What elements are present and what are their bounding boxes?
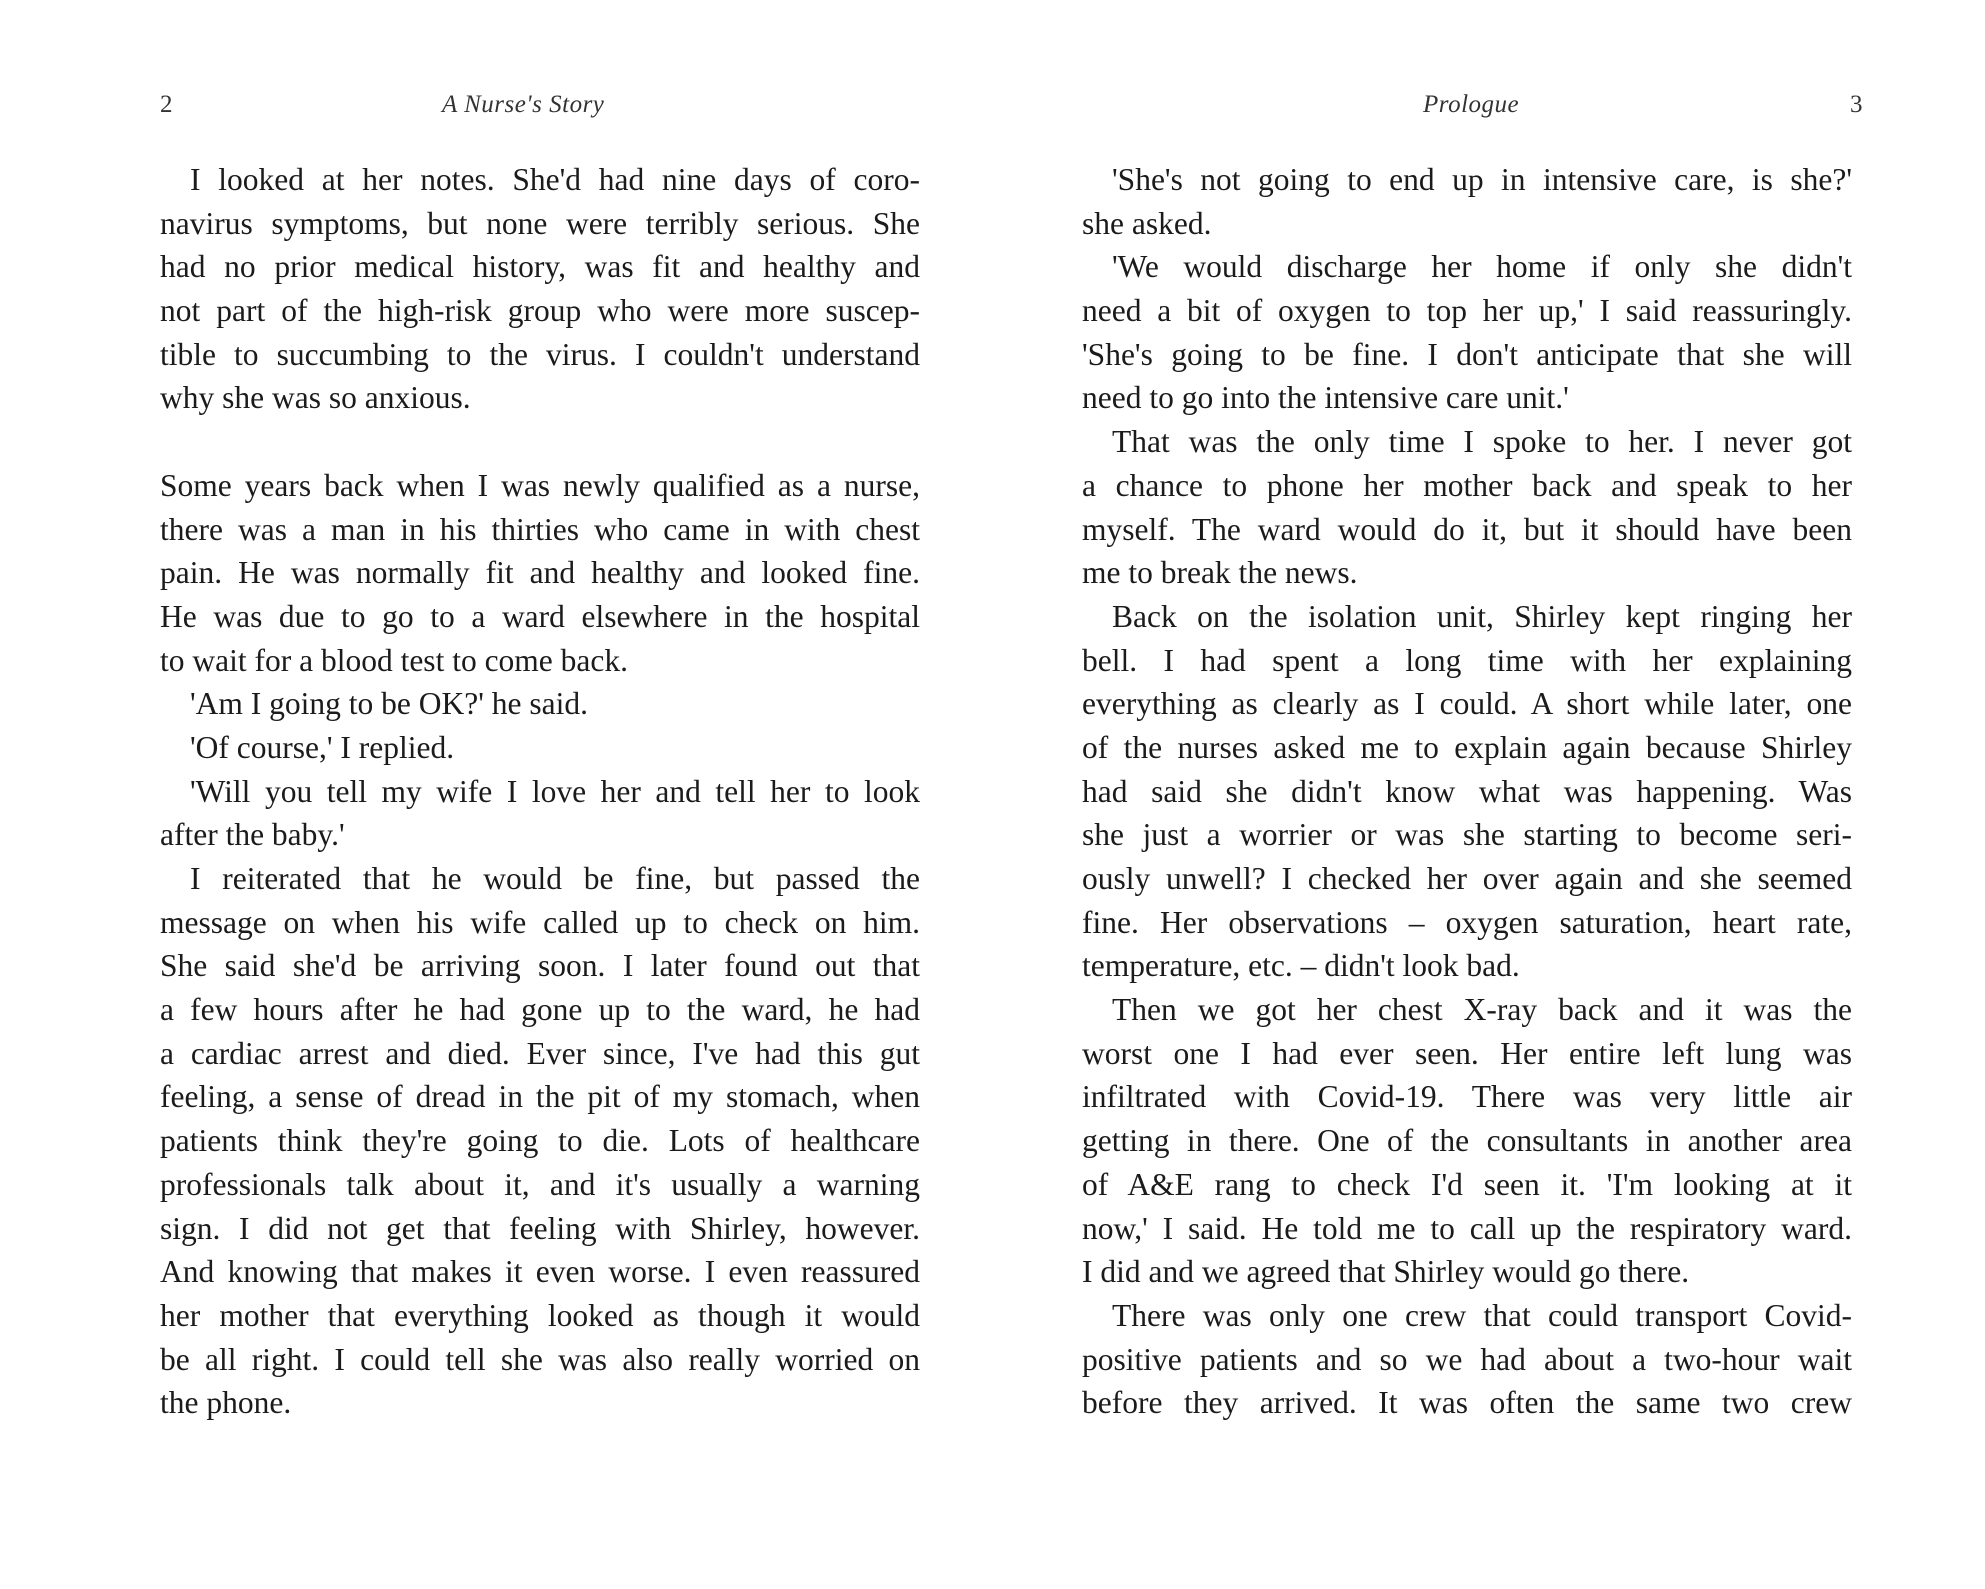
text-line: sign. I did not get that feeling with Shirley, however. bbox=[160, 1210, 920, 1246]
text-line: Then we got her chest X-ray back and it was the bbox=[1112, 992, 1852, 1028]
text-line: 'She's not going to end up in intensive care, is she?' bbox=[1112, 162, 1852, 197]
left-page bbox=[0, 0, 992, 1589]
text-line: be all right. I could tell she was also really worried on bbox=[160, 1341, 920, 1377]
text-line: fine. Her observations – oxygen saturation, heart rate, bbox=[1082, 904, 1852, 940]
text-line: Some years back when I was newly qualified as a nurse, bbox=[160, 467, 920, 503]
text-line: the phone. bbox=[160, 1385, 292, 1421]
text-line: not part of the high-risk group who were more suscep- bbox=[160, 293, 920, 329]
text-line: navirus symptoms, but none were terribly serious. She bbox=[160, 205, 920, 241]
text-line: 'Of course,' I replied. bbox=[190, 729, 455, 765]
text-line: patients think they're going to die. Lots of healthcare bbox=[160, 1123, 920, 1159]
text-line: need a bit of oxygen to top her up,' I said reassuringly. bbox=[1082, 293, 1852, 329]
text-line: feeling, a sense of dread in the pit of my stomach, when bbox=[160, 1079, 920, 1115]
right-page-number: 3 bbox=[1850, 91, 1863, 118]
text-line: her mother that everything looked as though it would bbox=[160, 1297, 920, 1333]
text-line: myself. The ward would do it, but it should have been bbox=[1082, 511, 1852, 547]
text-line: Back on the isolation unit, Shirley kept ringing her bbox=[1112, 598, 1852, 634]
text-line: 'We would discharge her home if only she didn't bbox=[1112, 249, 1852, 285]
text-line: temperature, etc. – didn't look bad. bbox=[1082, 948, 1520, 984]
text-line: why she was so anxious. bbox=[160, 380, 471, 416]
text-line: she asked. bbox=[1082, 205, 1212, 241]
text-line: to wait for a blood test to come back. bbox=[160, 642, 628, 678]
text-line: need to go into the intensive care unit.' bbox=[1082, 380, 1569, 416]
right-running-title: Prologue bbox=[1423, 91, 1520, 118]
text-line: positive patients and so we had about a two-hour wait bbox=[1082, 1341, 1852, 1377]
text-line: She said she'd be arriving soon. I later found out that bbox=[160, 948, 920, 984]
text-line: a chance to phone her mother back and speak to her bbox=[1082, 467, 1852, 503]
text-line: after the baby.' bbox=[160, 817, 345, 853]
left-running-title: A Nurse's Story bbox=[442, 91, 605, 118]
text-line: a cardiac arrest and died. Ever since, I've had this gut bbox=[160, 1035, 920, 1071]
text-line: before they arrived. It was often the same two crew bbox=[1082, 1385, 1852, 1421]
text-line: had no prior medical history, was fit and healthy and bbox=[160, 249, 920, 285]
text-line: professionals talk about it, and it's usually a warning bbox=[160, 1166, 920, 1202]
text-line: of A&E rang to check I'd seen it. 'I'm looking at it bbox=[1082, 1166, 1852, 1202]
text-line: me to break the news. bbox=[1082, 555, 1358, 591]
right-page-body bbox=[1082, 158, 1852, 1425]
text-line: now,' I said. He told me to call up the respiratory ward. bbox=[1082, 1210, 1852, 1246]
text-line: pain. He was normally fit and healthy and looked fine. bbox=[160, 555, 920, 591]
text-line: she just a worrier or was she starting to become seri- bbox=[1082, 817, 1852, 853]
text-line: That was the only time I spoke to her. I never got bbox=[1112, 424, 1852, 460]
text-line: ously unwell? I checked her over again and she seemed bbox=[1082, 861, 1852, 896]
text-line: 'Am I going to be OK?' he said. bbox=[190, 686, 589, 722]
text-line: there was a man in his thirties who came in with chest bbox=[160, 511, 920, 547]
left-page-body bbox=[160, 158, 920, 1425]
text-line: I did and we agreed that Shirley would go there. bbox=[1082, 1254, 1690, 1290]
text-line: I reiterated that he would be fine, but passed the bbox=[190, 861, 920, 896]
paragraph-break bbox=[160, 420, 920, 464]
text-line: There was only one crew that could transport Covid- bbox=[1112, 1297, 1852, 1333]
text-line: 'Will you tell my wife I love her and tell her to look bbox=[190, 773, 920, 809]
text-line: everything as clearly as I could. A short while later, one bbox=[1082, 686, 1852, 722]
text-line: He was due to go to a ward elsewhere in the hospital bbox=[160, 598, 920, 634]
text-line: bell. I had spent a long time with her explaining bbox=[1082, 642, 1852, 678]
text-line: And knowing that makes it even worse. I even reassured bbox=[160, 1254, 920, 1290]
text-line: tible to succumbing to the virus. I couldn't understand bbox=[160, 336, 920, 372]
text-line: worst one I had ever seen. Her entire left lung was bbox=[1082, 1035, 1852, 1071]
text-line: a few hours after he had gone up to the ward, he had bbox=[160, 992, 920, 1028]
text-line: I looked at her notes. She'd had nine days of coro- bbox=[190, 162, 920, 197]
left-page-number: 2 bbox=[160, 91, 173, 118]
text-line: infiltrated with Covid-19. There was very little air bbox=[1082, 1079, 1852, 1115]
text-line: 'She's going to be fine. I don't anticipate that she will bbox=[1082, 336, 1852, 372]
text-line: had said she didn't know what was happening. Was bbox=[1082, 773, 1852, 809]
text-line: of the nurses asked me to explain again because Shirley bbox=[1082, 729, 1852, 765]
text-line: message on when his wife called up to check on him. bbox=[160, 904, 920, 940]
text-line: getting in there. One of the consultants in another area bbox=[1082, 1123, 1852, 1159]
right-page bbox=[992, 0, 1985, 1589]
